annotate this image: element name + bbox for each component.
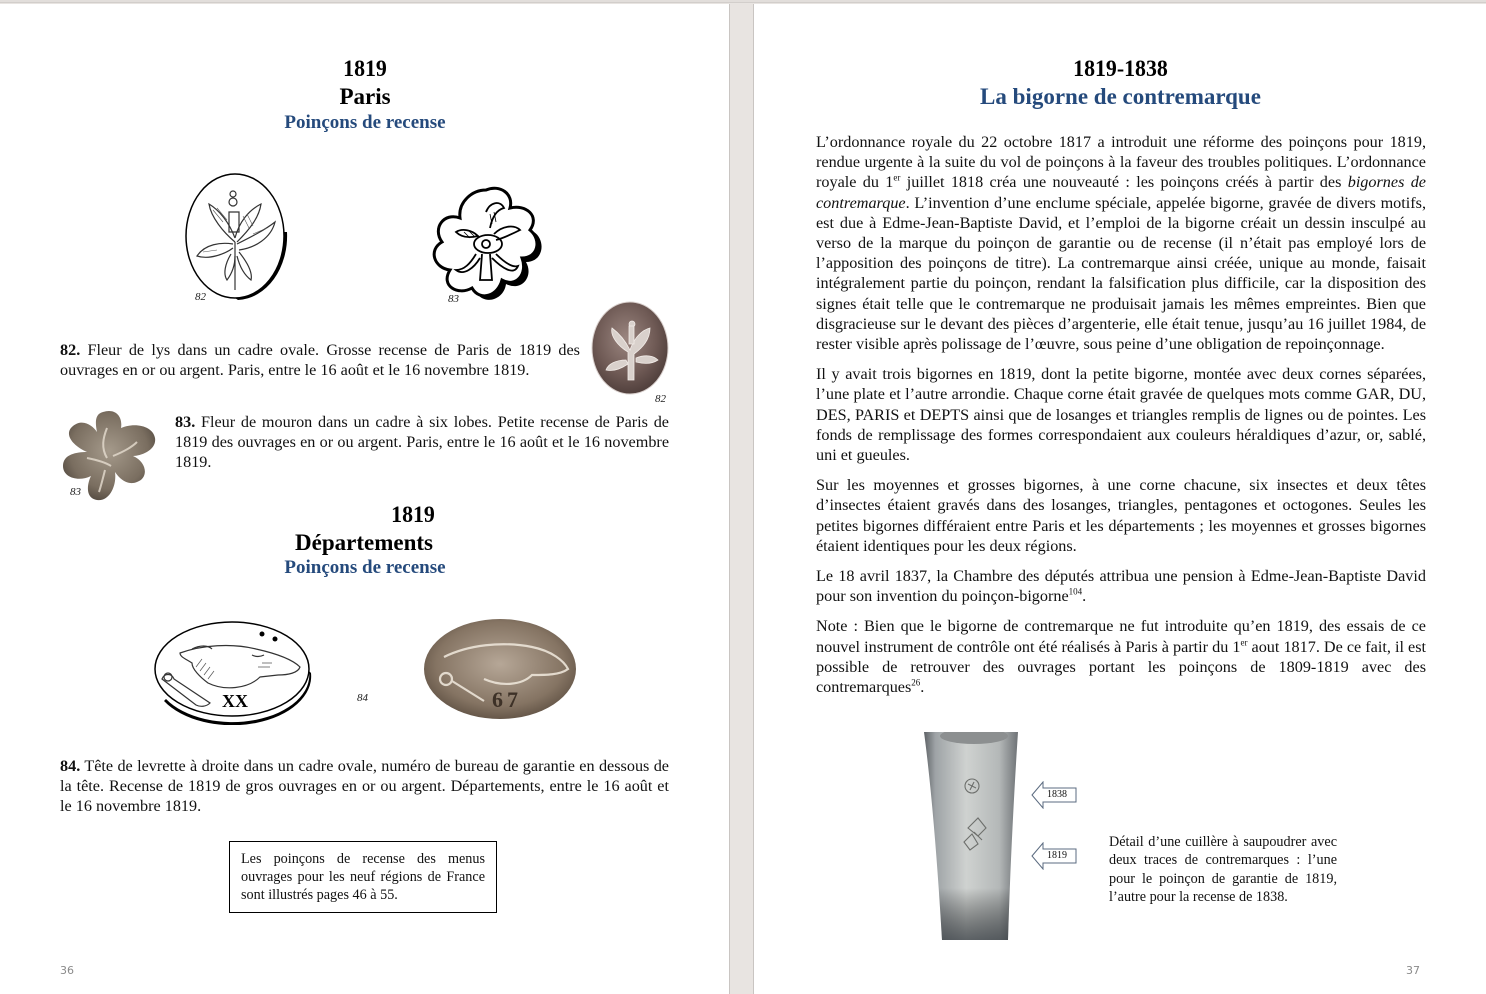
- page-number: 36: [60, 964, 74, 977]
- section-year: 1819: [343, 56, 387, 81]
- entry-84-number: 84.: [60, 757, 81, 775]
- paragraph-1: L’ordonnance royale du 22 octobre 1817 a introduit une réforme des poinçons pour 1819, rendue urgente à la suite du vol de poinçons à la faveur des troubles politiques. L’ordonnance royale du 1er juillet 1818 créa une nouveauté : les poinçons créés à partir des bigornes de contremarque. L’invention d’une enclume spéciale, appelée bigorne, gravée de divers motifs, est due à Edme-Jean-Baptiste David, et l’emploi de la bigorne créait un dessin insculpé au verso de la marque du poinçon de garantie ou de recense (il n’était pas employé lors de l’apposition des poinçons de titre). La contremarque ainsi créée, unique au monde, faisait intégralement partie du poinçon, rendant la falsification plus difficile, car la disposition des signes était telle que le contremarque ne produisait jamais les mêmes empreintes. Bien que disgracieuse sur le devant des pièces d’argenterie, elle était tenue, jusqu’au 16 juillet 1984, de rester visible après polissage de l’œuvre, sous peine d’une obligation de repoinçonnage.: [816, 133, 1426, 354]
- section-subtitle: Poinçons de recense: [284, 557, 446, 578]
- page-number: 37: [1406, 964, 1420, 977]
- paragraph-4: Le 18 avril 1837, la Chambre des députés attribua une pension à Edme-Jean-Baptiste David pour son invention du poinçon-bigorne$^{104}$.: [816, 567, 1426, 606]
- figure-83-caption: 83: [448, 293, 459, 305]
- paragraph-5: Note : Bien que le bigorne de contremarque ne fut introduite qu’en 1819, des essais de ce nouvel instrument de contrôle ont été réalisés à Paris à partir du 1er aout 1817. De ce fait, il est possible de retrouver des ouvrages portant les poinçons de 1809-1819 avec des contremarques$^{26}$.: [816, 617, 1426, 697]
- footnote-ref[interactable]: 26: [911, 677, 921, 688]
- section-region: Départements: [295, 530, 433, 555]
- arrow-1819: [1031, 842, 1079, 870]
- entry-82: [60, 340, 580, 380]
- spoon-detail-photo: [924, 732, 1018, 940]
- lily-punch-photo: [590, 300, 674, 402]
- footnote-ref[interactable]: 104: [1068, 586, 1083, 597]
- entry-83-number: 83.: [175, 413, 196, 431]
- photo-82-caption: 82: [655, 393, 666, 405]
- figure-84-caption: 84: [357, 692, 368, 704]
- page-37: [753, 4, 1486, 994]
- viewer-top-bar: [0, 0, 1486, 3]
- bureau-number-xx: XX: [222, 691, 248, 711]
- entry-83: [175, 412, 669, 473]
- entry-82-number: 82.: [60, 341, 81, 359]
- greyhound-oval-drawing: [152, 619, 312, 725]
- greyhound-punch-photo: [422, 617, 578, 721]
- section-subtitle: Poinçons de recense: [284, 112, 446, 133]
- lily-oval-drawing: [183, 172, 293, 307]
- photo-83-caption: 83: [70, 486, 81, 498]
- arrow-1838-label: 1838: [1047, 789, 1067, 800]
- arrow-1819-label: 1819: [1047, 850, 1067, 861]
- section-year: 1819: [391, 502, 435, 527]
- figure-82-caption: 82: [195, 291, 206, 303]
- entry-84-text: Tête de levrette à droite dans un cadre ovale, numéro de bureau de garantie en dessous de la tête. Recense de 1819 de gros ouvrages en or ou argent. Départements, entre le 16 août et le 16 novembre 1819.: [60, 757, 669, 816]
- entry-83-text: Fleur de mouron dans un cadre à six lobes. Petite recense de Paris de 1819 des ouvrages en or ou argent. Paris, entre le 16 août et le 16 novembre 1819.: [175, 413, 669, 472]
- article-body: [816, 132, 1426, 707]
- mouron-lobed-drawing: [430, 184, 542, 306]
- page-36: [0, 4, 730, 994]
- entry-84: [60, 756, 669, 817]
- paragraph-3: Sur les moyennes et grosses bigornes, à une corne chacune, six insectes et deux têtes d’insectes étaient gravés dans des losanges, triangles, pentagones et octogones. Seules les petites bigornes différaient entre Paris et les départements ; les moyennes et grosses bigornes étaient identiques pour les deux régions.: [816, 476, 1426, 555]
- spoon-caption: Détail d’une cuillère à saupoudrer avec deux traces de contremarques : l’une pour le poinçon de garantie de 1819, l’autre pour la recense de 1838.: [1109, 834, 1337, 905]
- chapter-years: 1819-1838: [1073, 56, 1168, 81]
- section-region: Paris: [339, 84, 391, 109]
- cross-reference-note: Les poinçons de recense des menus ouvrages pour les neuf régions de France sont illustrés pages 46 à 55.: [229, 841, 497, 913]
- chapter-title: La bigorne de contremarque: [980, 84, 1261, 109]
- arrow-1838: [1031, 781, 1079, 809]
- bureau-number-photo: 67: [492, 687, 522, 712]
- entry-82-text: Fleur de lys dans un cadre ovale. Grosse recense de Paris de 1819 des ouvrages en or ou argent. Paris, entre le 16 août et le 16 novembre 1819.: [60, 341, 580, 380]
- paragraph-2: Il y avait trois bigornes en 1819, dont la petite bigorne, montée avec deux cornes séparées, l’une plate et l’autre arrondie. Chaque corne était gravée de quelques mots comme GAR, DU, DES, PARIS et DEPTS ainsi que de losanges et triangles remplis de lignes ou de pointes. Les fonds de remplissage des formes correspondaient aux couleurs héraldiques d’azur, or, sablé, uni et gueules.: [816, 365, 1426, 465]
